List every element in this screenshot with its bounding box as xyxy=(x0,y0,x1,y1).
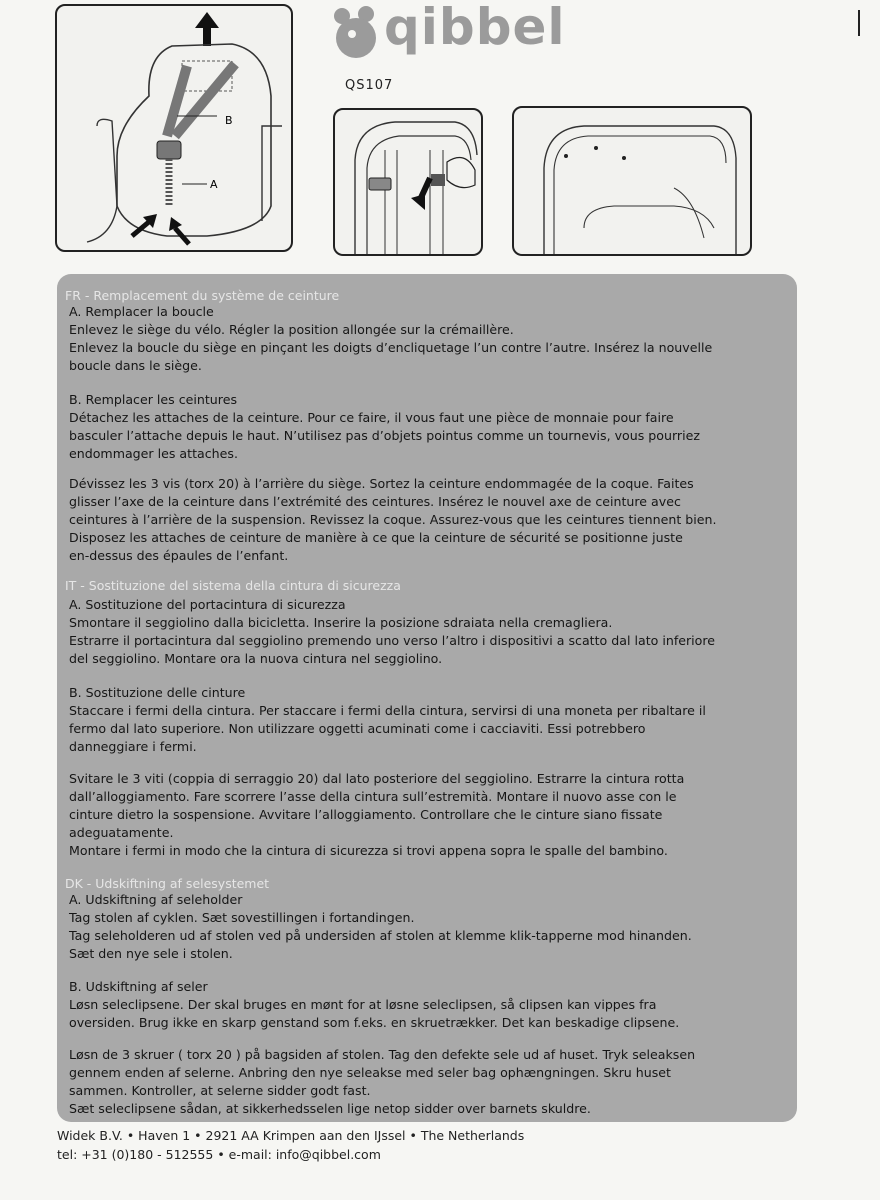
page-edge-mark xyxy=(858,10,860,36)
brand-name: qibbel xyxy=(384,0,566,56)
footer-contact: tel: +31 (0)180 - 512555 • e-mail: info@qibbel.com xyxy=(57,1147,381,1162)
it-paragraph-b: B. Sostituzione delle cinture Staccare i fermi della cintura. Per staccare i fermi della cintura, servirsi di una moneta per ribaltare il fermo dal lato superiore. Non utilizzare oggetti acuminati come i cacciaviti. Essi potrebbero danneggiare i fermi. xyxy=(69,685,706,754)
it-paragraph-a: A. Sostituzione del portacintura di sicurezza Smontare il seggiolino dalla bicicletta. Inserire la posizione sdraiata nella cremagliera. Estrarre il portacintura dal seggiolino premendo uno verso l’altro i dispositivi a scatto dal lato inferiore del seggiolino. Montare ora la nuova cintura nel seggiolino. xyxy=(69,597,716,666)
fr-paragraph-c: Dévissez les 3 vis (torx 20) à l’arrière du siège. Sortez la ceinture endommagée de la coque. Faites glisser l’axe de la ceinture dans l’extrémité des ceintures. Insérez le nouvel axe de ceinture avec ceintures à l’arrière de la suspension. Revissez la coque. Assurez-vous que les ceintures tiennent bien. Disposez les attaches de ceinture de manière à ce que la ceinture de sécurité se positionne juste en-dessus des épaules de l’enfant. xyxy=(69,476,717,563)
instructions-panel xyxy=(57,274,797,1122)
label-a: A xyxy=(210,178,218,191)
it-paragraph-c: Svitare le 3 viti (coppia di serraggio 20) dal lato posteriore del seggiolino. Estrarre la cintura rotta dall’alloggiamento. Fare scorrere l’asse della cintura sull’estremità. Montare il nuovo asse con le cinture dietro la sospensione. Avvitare l’alloggiamento. Controllare che le cinture siano fissate adeguatamente. Montare i fermi in modo che la cintura di sicurezza si trovi appena sopra le spalle del bambino. xyxy=(69,771,685,858)
label-b: B xyxy=(225,114,233,127)
fr-paragraph-b: B. Remplacer les ceintures Détachez les attaches de la ceinture. Pour ce faire, il vous faut une pièce de monnaie pour faire basculer l’attache depuis le haut. N’utilisez pas d’objets pointus comme un tournevis, vous pourriez endommager les attaches. xyxy=(69,392,700,461)
harness-illustration xyxy=(55,4,293,252)
seat-back-illustration xyxy=(512,106,752,256)
belt-clip-illustration xyxy=(333,108,483,256)
clip-release-drawing xyxy=(335,110,481,254)
dk-paragraph-c: Løsn de 3 skruer ( torx 20 ) på bagsiden af stolen. Tag den defekte sele ud af huset. Tryk seleaksen gennem enden af selerne. Anbring den nye seleakse med seler bag ophængningen. Skru huset sammen. Kontroller, at selerne sidder godt fast. Sæt seleclipsene sådan, at sikkerhedsselen lige netop sidder over barnets skuldre. xyxy=(69,1047,696,1116)
footer-address: Widek B.V. • Haven 1 • 2921 AA Krimpen aan den IJssel • The Netherlands xyxy=(57,1128,525,1143)
section-heading-dk: DK - Udskiftning af selesystemet xyxy=(65,876,270,891)
fr-paragraph-a: A. Remplacer la boucle Enlevez le siège du vélo. Régler la position allongée sur la crémaillère. Enlevez la boucle du siège en pinçant les doigts d’encliquetage l’un contre l’autre. Insérez la nouvelle boucle dans le siège. xyxy=(69,304,713,373)
section-heading-it: IT - Sostituzione del sistema della cintura di sicurezza xyxy=(65,578,401,593)
section-heading-fr: FR - Remplacement du système de ceinture xyxy=(65,288,340,303)
product-code: QS107 xyxy=(345,78,394,93)
dk-paragraph-b: B. Udskiftning af seler Løsn seleclipsene. Der skal bruges en mønt for at løsne seleclipsen, så clipsen kan vippes fra oversiden. Brug ikke en skarp genstand som f.eks. en skruetrækker. Det kan beskadige clipsene. xyxy=(69,979,680,1030)
seat-harness-drawing xyxy=(57,6,291,250)
seat-screws-drawing xyxy=(514,108,750,254)
dk-paragraph-a: A. Udskiftning af seleholder Tag stolen af cyklen. Sæt sovestillingen i fortandingen. Tag seleholderen ud af stolen ved på undersiden af stolen at klemme klik-tapperne mod hinanden. Sæt den nye sele i stolen. xyxy=(69,892,692,961)
qibbel-logo xyxy=(332,0,566,74)
bear-logo-icon xyxy=(332,4,388,64)
